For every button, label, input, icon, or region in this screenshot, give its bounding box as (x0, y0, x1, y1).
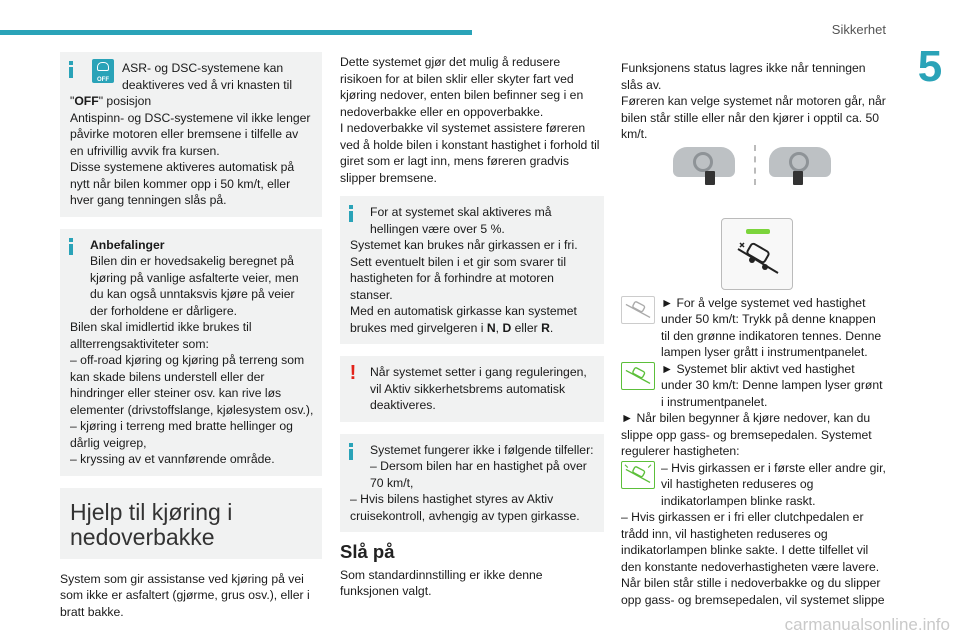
status-paragraph: Funksjonens status lagres ikke når tenningen slås av. (621, 61, 866, 92)
column-left (60, 52, 322, 620)
info-icon (348, 205, 354, 222)
recommendations-item: – kjøring i terreng med bratte hellinger og dårlig veigrep, (70, 419, 293, 450)
mirror-left-icon (673, 147, 735, 177)
green-indicator-led (746, 229, 770, 234)
hill-descent-intro: System som gir assistanse ved kjøring på vei som ikke er asfaltert (gjørme, grus osv.), eller i bratt bakke. (60, 571, 310, 619)
step-1 (621, 295, 887, 361)
list-item-text: – Hvis girkassen er i første eller andre gir, vil hastigheten reduseres og indikatorlampen blinke raskt. (661, 460, 886, 508)
asr-text-line2: deaktiveres ved å vri knasten til (122, 77, 293, 92)
list-item-first-second-gear (621, 460, 887, 510)
column-middle (340, 52, 604, 600)
recommendations-p2: Bilen skal imidlertid ikke brukes til allterrengsaktiviteter som: (70, 320, 252, 351)
limitations-line-3: – Hvis bilens hastighet styres av Aktiv cruisekontroll, avhengig av typen girkasse. (350, 492, 580, 523)
info-box-activation-conditions (340, 196, 604, 344)
list-item-neutral-gear: – Hvis girkassen er i fri eller clutchpedalen er trådd inn, vil hastigheten reduseres og indikatorlampen blinke sakte. I dette tilfellet vil den konstante nedoverhastigheten være lavere. (621, 510, 880, 574)
conditions-line-2: Systemet kan brukes når girkassen er i fri. Sett eventuelt bilen i et gir som svarer til hastigheten for å forhindre at motoren stanser. (350, 238, 578, 302)
control-stalk-icon (793, 171, 803, 185)
turn-on-paragraph: Som standardinnstilling er ikke denne funksjonen valgt. (340, 567, 543, 598)
asr-paragraph-3: Disse systemene aktiveres automatisk på nytt når bilen kommer opp i 50 km/t, eller hver gang tenningen slås på. (70, 160, 295, 207)
step-2-text: ► Systemet blir aktivt ved hastighet under 30 km/t: Denne lampen lyser grønt i instrumentpanelet. (661, 361, 883, 409)
hill-descent-paragraph-1: Dette systemet gjør det mulig å redusere risikoen for at bilen sklir eller skyter fart ved kjøring nedover, enten bilen befinner seg i en nedoverbakke eller en oppoverbakke. (340, 55, 584, 119)
section-heading-turn-on: Slå på (340, 541, 395, 562)
watermark: carmanualsonline.info (784, 615, 950, 634)
info-icon (348, 443, 354, 460)
info-icon (68, 61, 74, 78)
recommendations-item: – kryssing av et vannførende område. (70, 452, 275, 466)
hill-descent-lamp-grey-icon (621, 296, 655, 324)
illustration-mirrors-and-button (621, 143, 887, 295)
asr-text-line1: ASR- og DSC-systemene kan (122, 61, 284, 75)
step-2 (621, 361, 887, 411)
standstill-paragraph: Når bilen står stille i nedoverbakke og du slipper opp gass- og bremsepedalen, vil systemet slippe (621, 576, 885, 607)
warning-text: Når systemet setter i gang reguleringen, vil Aktiv sikkerhetsbrems automatisk deaktiveres. (370, 365, 587, 412)
step-3-text: ► Når bilen begynner å kjøre nedover, kan du slippe opp gass- og bremsepedalen. Systemet regulerer hastigheten: (621, 411, 872, 458)
recommendations-title: Anbefalinger (90, 237, 165, 252)
hill-descent-icon (734, 239, 782, 279)
control-stalk-icon (705, 171, 715, 185)
illustration-divider (754, 145, 756, 185)
section-title: Sikkerhet (831, 22, 886, 37)
selection-paragraph: Føreren kan velge systemet når motoren går, når bilen står stille eller når den kjører i opptil ca. 50 km/t. (621, 94, 886, 141)
asr-off-icon: OFF (92, 59, 114, 83)
column-right (621, 52, 887, 608)
recommendations-p1: Bilen din er hovedsakelig beregnet på kjøring på vanlige asfalterte veier, men du kan også unntaksvis kjøre på veier der forholdene er dårligere. (90, 254, 299, 318)
info-box-recommendations (60, 229, 322, 476)
asr-paragraph-2: Antispinn- og DSC-systemene vil ikke lenger påvirke motoren eller bremsene i tilfelle av en ufrivillig avvik fra kursen. (70, 110, 311, 158)
recommendations-item: – off-road kjøring og kjøring på terreng som kan skade bilens understell eller der hindringer eller steiner osv. kan rive løs elementer (drivstoffslange, kjølesystem osv.), (70, 353, 314, 417)
info-box-asr (60, 52, 322, 217)
limitations-line-1: Systemet fungerer ikke i følgende tilfeller: (370, 442, 594, 457)
info-icon (68, 238, 74, 255)
section-heading-hill-descent: Hjelp til kjøring i nedoverbakke (60, 488, 322, 559)
header-accent-bar (0, 30, 472, 35)
warning-box (340, 356, 604, 422)
info-box-limitations (340, 434, 604, 533)
chapter-number: 5 (900, 40, 960, 94)
hill-descent-button[interactable] (721, 218, 793, 290)
hill-descent-lamp-flashing-icon (621, 461, 655, 489)
hill-descent-lamp-green-icon (621, 362, 655, 390)
limitations-line-2: – Dersom bilen har en hastighet på over 70 km/t, (370, 459, 587, 490)
hill-descent-paragraph-2: I nedoverbakke vil systemet assistere føreren ved å holde bilen i konstant hastighet i forhold til giret som er lagt inn, mens føreren gradvis slipper bremsene. (340, 121, 600, 185)
conditions-line-1: For at systemet skal aktiveres må hellingen være over 5 %. (370, 205, 552, 236)
asr-text-line3: "OFF" posisjon (70, 94, 152, 108)
step-1-text: ► For å velge systemet ved hastighet under 50 km/t: Trykk på denne knappen til den grønne indikatoren tennes. Denne lampen lyser grått i instrumentpanelet. (661, 295, 882, 359)
conditions-line-3: Med en automatisk girkasse kan systemet brukes med girvelgeren i N, D eller R. (350, 304, 577, 335)
warning-icon: ! (349, 362, 357, 384)
